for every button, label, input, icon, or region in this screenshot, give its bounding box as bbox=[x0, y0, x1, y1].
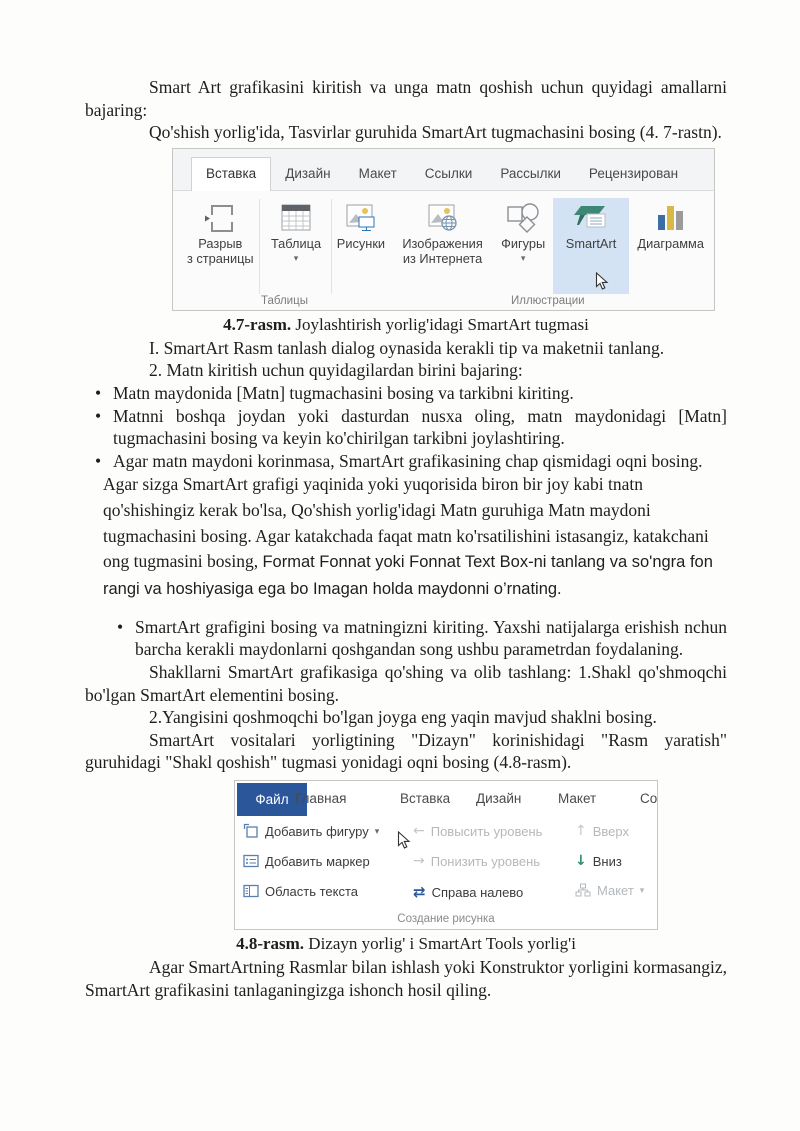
pictures-icon bbox=[345, 200, 377, 236]
figure-caption-4-8 bbox=[85, 932, 727, 955]
bullet-text: SmartArt grafigini bosing va matningizni kiriting. Yaxshi natijalarga erishish nchun barcha kerakli maydonlarni qoshgandan song ushbu parametrdan foydalaning. bbox=[135, 616, 727, 660]
group-label-tables: Таблицы bbox=[261, 294, 308, 307]
add-bullet-label: Добавить маркер bbox=[265, 853, 370, 869]
tab-references[interactable]: Ссылки bbox=[424, 165, 473, 181]
paragraph-step1: I. SmartArt Rasm tanlash dialog oynasida kerakli tip va maketnii tanlang. bbox=[149, 337, 665, 358]
move-down-button[interactable] bbox=[575, 853, 622, 869]
caption-number: 4.7-rasm. bbox=[223, 314, 292, 334]
chart-button[interactable] bbox=[629, 198, 712, 251]
tab-review[interactable]: Рецензирован bbox=[588, 165, 679, 181]
tab-design[interactable]: Дизайн bbox=[476, 791, 522, 807]
tab-file[interactable]: Файл bbox=[237, 783, 307, 816]
ribbon-tab-bar bbox=[173, 149, 714, 191]
bullet-marker: • bbox=[95, 450, 102, 471]
layout-org-icon bbox=[575, 883, 591, 898]
group-label-illustrations: Иллюстрации bbox=[511, 294, 585, 307]
group-separator bbox=[331, 199, 332, 294]
bullet-text: Matn maydonida [Matn] tugmachasini bosing va tarkibni kiriting. bbox=[113, 382, 574, 403]
tab-layout[interactable]: Макет bbox=[358, 165, 397, 181]
tab-mailings[interactable]: Рассылки bbox=[500, 165, 561, 181]
right-to-left-icon: ⇄ bbox=[413, 883, 426, 902]
move-up-icon: ↑ bbox=[575, 823, 587, 840]
demote-label: Понизить уровень bbox=[430, 853, 541, 869]
text-pane-button[interactable] bbox=[243, 883, 358, 899]
add-bullet-button[interactable] bbox=[243, 853, 370, 869]
smartart-button[interactable] bbox=[553, 198, 630, 294]
move-down-icon: ↓ bbox=[575, 853, 587, 870]
tab-insert[interactable]: Вставка bbox=[191, 157, 271, 191]
page-break-label-line1: Разрыв bbox=[198, 235, 243, 251]
paragraph-new-shape: 2.Yangisini qoshmoqchi bo'lgan joyga eng yaqin mavjud shaklni bosing. bbox=[149, 707, 657, 728]
list-item bbox=[85, 450, 727, 473]
paragraph-text-pane bbox=[103, 472, 727, 603]
shapes-icon bbox=[505, 200, 541, 236]
move-up-button[interactable] bbox=[575, 823, 629, 839]
mouse-cursor-icon bbox=[397, 831, 411, 849]
bullet-text: Matnni boshqa joydan yoki dasturdan nusxa oling, matn maydonidagi [Matn] tugmachasini bosing va keyin ko'chirilgan tarkibni joylashtiring. bbox=[113, 405, 727, 449]
table-icon bbox=[280, 200, 312, 236]
online-pictures-label-line1: Изображения bbox=[402, 235, 483, 251]
bullet-marker: • bbox=[117, 616, 124, 637]
add-bullet-icon bbox=[243, 853, 259, 869]
online-pictures-button[interactable] bbox=[391, 198, 493, 266]
text-pane-label: Область текста bbox=[265, 883, 359, 899]
tab-design[interactable]: Дизайн bbox=[285, 165, 331, 181]
layout-label: Макет bbox=[597, 883, 634, 899]
paragraph-text-sans: Format Fonnat yoki Fonnat Text Box-ni tanlang va so'ngra fon rangi va hoshiyasiga ega bo Imagan holda maydonni o’rnating. bbox=[103, 553, 713, 599]
page-break-label-line2: з страницы bbox=[186, 250, 254, 266]
shapes-button[interactable] bbox=[494, 198, 553, 263]
paragraph-insert-instruction: Qo'shish yorlig'ida, Tasvirlar guruhida SmartArt tugmachasini bosing (4. 7-rastn). bbox=[149, 122, 722, 143]
pictures-button[interactable] bbox=[330, 198, 391, 251]
list-item bbox=[85, 405, 727, 450]
smartart-icon bbox=[573, 200, 609, 236]
table-label: Таблица bbox=[270, 235, 322, 251]
pictures-label: Рисунки bbox=[336, 235, 386, 251]
chart-icon bbox=[655, 200, 687, 236]
bullet-marker: • bbox=[95, 382, 102, 403]
move-down-label: Вниз bbox=[592, 853, 622, 869]
page-break-button[interactable] bbox=[179, 198, 262, 266]
add-shape-dropdown-icon[interactable]: ▾ bbox=[374, 825, 380, 836]
paragraph-text-serif: Agar sizga SmartArt grafigi yaqinida yoki yuqorisida biron bir joy kabi tnatn qo'shishingiz kerak bo'lsa, Qo'shish yorlig'idagi Matn guruhiga Matn maydoni tugmachasini bosing. Agar katakchada faqat matn ko'rsatilishini istasangiz, katakchani ong tugmasini bosing, bbox=[103, 474, 709, 572]
group-separator bbox=[259, 199, 260, 294]
figure-caption-4-7 bbox=[85, 313, 727, 336]
bullet-text: Agar matn maydoni korinmasa, SmartArt grafikasining chap qismidagi oqni bosing. bbox=[113, 450, 703, 471]
paragraph-smartart-tools: SmartArt vositalari yorligtining "Dizayn" korinishidagi "Rasm yaratish" guruhidagi "Shakl qoshish" tugmasi yonidagi oqni bosing (4.8-rasm). bbox=[85, 729, 727, 773]
tab-layout[interactable]: Макет bbox=[558, 791, 597, 807]
online-pictures-icon bbox=[427, 200, 459, 236]
move-up-label: Вверх bbox=[592, 823, 629, 839]
layout-button[interactable] bbox=[575, 883, 644, 898]
right-to-left-button[interactable] bbox=[413, 883, 523, 901]
group-label-create-graphic: Создание рисунка bbox=[397, 913, 495, 926]
paragraph-intro: Smart Art grafikasini kiritish va unga matn qoshish uchun quyidagi amallarni bajaring: bbox=[85, 77, 727, 120]
tab-insert[interactable]: Вставка bbox=[400, 791, 451, 807]
chart-label: Диаграмма bbox=[637, 235, 704, 251]
tab-home[interactable]: Главная bbox=[295, 791, 347, 807]
caption-text: Joylashtirish yorlig'idagi SmartArt tugmasi bbox=[291, 314, 589, 334]
table-dropdown-icon[interactable]: ▾ bbox=[293, 252, 299, 263]
promote-button[interactable] bbox=[413, 823, 542, 839]
bullet-list bbox=[85, 382, 727, 472]
add-shape-button[interactable] bbox=[243, 823, 379, 839]
ribbon-buttons bbox=[173, 191, 714, 290]
promote-label: Повысить уровень bbox=[430, 823, 543, 839]
page-bottom-margin bbox=[85, 1001, 727, 1111]
add-shape-label: Добавить фигуру bbox=[265, 823, 369, 839]
promote-icon: ← bbox=[413, 823, 425, 840]
demote-button[interactable] bbox=[413, 853, 540, 869]
paragraph-add-shapes: Shakllarni SmartArt grafikasiga qo'shing va olib tashlang: 1.Shakl qo'shmoqchi bo'lgan SmartArt elementini bosing. bbox=[85, 662, 727, 705]
bullet-marker: • bbox=[95, 405, 102, 426]
tab-references[interactable]: Со bbox=[640, 791, 658, 807]
table-button[interactable] bbox=[262, 198, 331, 263]
list-item bbox=[85, 616, 727, 661]
paragraph-step2: 2. Matn kiritish uchun quyidagilardan birini bajaring: bbox=[149, 360, 523, 381]
caption-text: Dizayn yorlig' i SmartArt Tools yorlig'i bbox=[304, 934, 576, 954]
right-to-left-label: Справа налево bbox=[431, 884, 524, 900]
add-shape-icon bbox=[243, 823, 259, 839]
list-item bbox=[85, 382, 727, 405]
shapes-dropdown-icon[interactable]: ▾ bbox=[520, 252, 526, 263]
caption-number: 4.8-rasm. bbox=[236, 934, 305, 954]
shapes-label: Фигуры bbox=[501, 235, 546, 251]
demote-icon: → bbox=[413, 853, 425, 870]
figure-insert-ribbon bbox=[172, 148, 715, 311]
paragraph-final: Agar SmartArtning Rasmlar bilan ishlash yoki Konstruktor yorligini kormasangiz, SmartArt grafikasini tanlaganingizga ishonch hosil qiling. bbox=[85, 957, 727, 1000]
figure-smartart-tools-ribbon bbox=[234, 780, 658, 930]
smartart-label: SmartArt bbox=[565, 235, 617, 251]
online-pictures-label-line2: из Интернета bbox=[402, 250, 483, 266]
text-pane-icon bbox=[243, 883, 259, 899]
page-break-icon bbox=[202, 200, 238, 236]
layout-dropdown-icon: ▾ bbox=[639, 885, 645, 896]
bullet-list-2 bbox=[85, 616, 727, 661]
mouse-cursor-icon bbox=[595, 272, 609, 290]
